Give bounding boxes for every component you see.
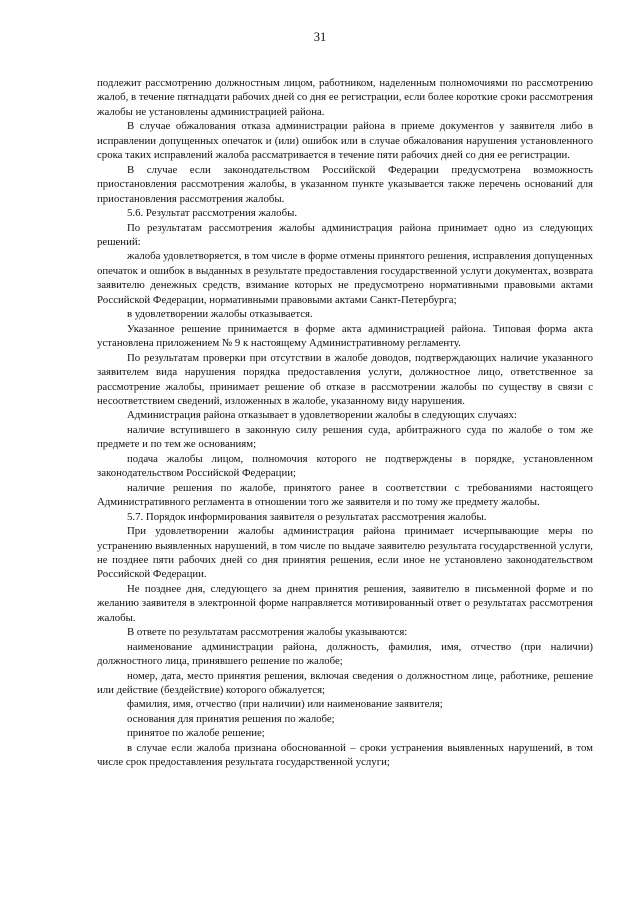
paragraph: По результатам рассмотрения жалобы администрация района принимает одно из следующих решений: — [97, 221, 593, 248]
paragraph: подлежит рассмотрению должностным лицом, работником, наделенным полномочиями по рассмотрению жалоб, в течение пятнадцати рабочих дней со дня ее регистрации, если более короткие сроки рассмотрения жалобы не установлены администрацией района. — [97, 77, 593, 118]
paragraph: В случае если законодательством Российской Федерации предусмотрена возможность приостановления рассмотрения жалобы, в указанном пункте указывается также перечень оснований для приостановления рассмотрения жалобы. — [97, 163, 593, 205]
paragraph: В ответе по результатам рассмотрения жалобы указываются: — [127, 626, 408, 639]
paragraph: При удовлетворении жалобы администрация района принимает исчерпывающие меры по устранению выявленных нарушений, в том числе по выдаче заявителю результата государственной услуги, не позднее пяти рабочих дней со дня принятия решения, если иное не установлено законодательством Российской Федерации. — [97, 525, 593, 581]
paragraph: в удовлетворении жалобы отказывается. — [127, 308, 313, 321]
paragraph: наименование администрации района, должность, фамилия, имя, отчество (при наличии) должностного лица, принявшего решение по жалобе; — [97, 640, 593, 668]
paragraph: Не позднее дня, следующего за днем принятия решения, заявителю в письменной форме и по желанию заявителя в электронной форме направляется мотивированный ответ о результатах рассмотрения жалобы. — [97, 582, 593, 624]
paragraph: Указанное решение принимается в форме акта администрацией района. Типовая форма акта установлена приложением № 9 к настоящему Административному регламенту. — [97, 322, 593, 350]
paragraph: основания для принятия решения по жалобе; — [127, 712, 335, 725]
paragraph: номер, дата, место принятия решения, включая сведения о должностном лице, работнике, решение или действие (бездействие) которого обжалуется; — [97, 669, 593, 697]
paragraph: Администрация района отказывает в удовлетворении жалобы в следующих случаях: — [127, 409, 517, 422]
paragraph: наличие вступившего в законную силу решения суда, арбитражного суда по жалобе о том же предмете и по тем же основаниям; — [97, 423, 593, 451]
paragraph: жалоба удовлетворяется, в том числе в форме отмены принятого решения, исправления допущенных опечаток и ошибок в выданных в результате предоставления государственной услуги документах, возврата заявителю денежных средств, взимание которых не предусмотрено нормативными правовыми актами Российской Федерации, нормативными правовыми актами Санкт-Петербурга; — [97, 250, 593, 306]
paragraph: По результатам проверки при отсутствии в жалобе доводов, подтверждающих наличие указанного заявителем вида нарушения порядка предоставления услуги, должностное лицо, ответственное за рассмотрение жалобы, принимает решение об отказе в рассмотрении жалобы по существу в связи с несоответствием сведений, изложенных в жалобе, указанному виду нарушения. — [97, 351, 593, 407]
paragraph: 5.6. Результат рассмотрения жалобы. — [127, 207, 298, 220]
paragraph: 5.7. Порядок информирования заявителя о результатах рассмотрения жалобы. — [127, 510, 487, 523]
document-body — [97, 76, 593, 770]
paragraph: подача жалобы лицом, полномочия которого не подтверждены в порядке, установленном законодательством Российской Федерации; — [97, 452, 593, 480]
paragraph: В случае обжалования отказа администрации района в приеме документов у заявителя либо в исправлении допущенных опечаток и (или) ошибок или в случае обжалования нарушения установленного срока таких исправлений жалоба рассматривается в течение пяти рабочих дней со дня ее регистрации. — [97, 120, 593, 162]
page-number: 31 — [313, 30, 327, 44]
paragraph: фамилия, имя, отчество (при наличии) или наименование заявителя; — [127, 698, 443, 711]
paragraph: принятое по жалобе решение; — [127, 727, 265, 740]
paragraph: наличие решения по жалобе, принятого ранее в соответствии с требованиями настоящего Административного регламента в отношении того же заявителя и по тому же предмету жалобы. — [97, 481, 593, 509]
paragraph: в случае если жалоба признана обоснованной – сроки устранения выявленных нарушений, в том числе срок предоставления результата государственной услуги; — [97, 741, 593, 769]
